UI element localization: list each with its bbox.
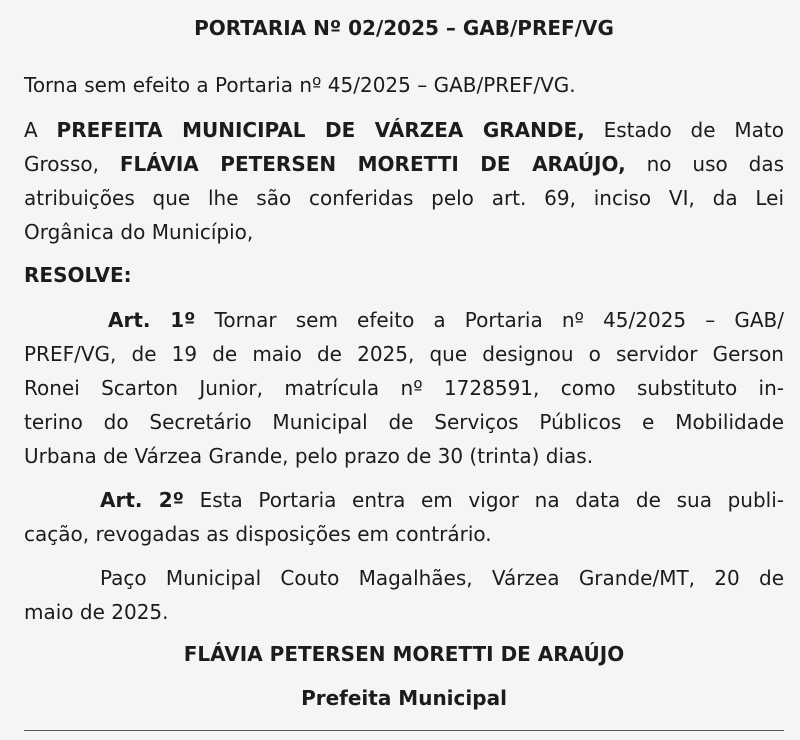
signature-name: FLÁVIA PETERSEN MORETTI DE ARAÚJO [183, 642, 625, 666]
document-title: PORTARIA Nº 02/2025 – GAB/PREF/VG [194, 16, 614, 40]
resolve-heading: RESOLVE: [24, 263, 132, 287]
preamble-line-2: Grosso, FLÁVIA PETERSEN MORETTI DE ARAÚJO, no uso das [24, 152, 785, 176]
signature-role: Prefeita Municipal [301, 686, 507, 710]
art1-label: Art. 1º [108, 308, 196, 332]
art1-line-4: terino do Secretário Municipal de Serviços Públicos e Mobilidade [24, 410, 784, 434]
preamble-mayor-name: FLÁVIA PETERSEN MORETTI DE ARAÚJO, [119, 152, 626, 176]
place-date-line-2: maio de 2025. [24, 600, 169, 624]
preamble-line-1: A PREFEITA MUNICIPAL DE VÁRZEA GRANDE, Estado de Mato [24, 118, 784, 142]
ementa: Torna sem efeito a Portaria nº 45/2025 – GAB/PREF/VG. [24, 73, 576, 97]
place-date-line-1: Paço Municipal Couto Magalhães, Várzea Grande/MT, 20 de [100, 566, 784, 590]
art1-line-5: Urbana de Várzea Grande, pelo prazo de 30 (trinta) dias. [24, 444, 594, 468]
art1-line-3: Ronei Scarton Junior, matrícula nº 1728591, como substituto in- [24, 376, 784, 400]
art2-label: Art. 2º [100, 488, 184, 512]
preamble-line-3: atribuições que lhe são conferidas pelo art. 69, inciso VI, da Lei [24, 186, 784, 210]
art1-line-2: PREF/VG, de 19 de maio de 2025, que designou o servidor Gerson [24, 342, 784, 366]
art1-line-1: Art. 1º Tornar sem efeito a Portaria nº 45/2025 – GAB/ [108, 308, 784, 332]
art2-line-1: Art. 2º Esta Portaria entra em vigor na data de sua publi- [100, 488, 784, 512]
preamble-title: PREFEITA MUNICIPAL DE VÁRZEA GRANDE, [56, 118, 585, 142]
bottom-divider [24, 730, 784, 731]
preamble-line-4: Orgânica do Município, [24, 220, 254, 244]
art2-line-2: cação, revogadas as disposições em contrário. [24, 522, 492, 546]
